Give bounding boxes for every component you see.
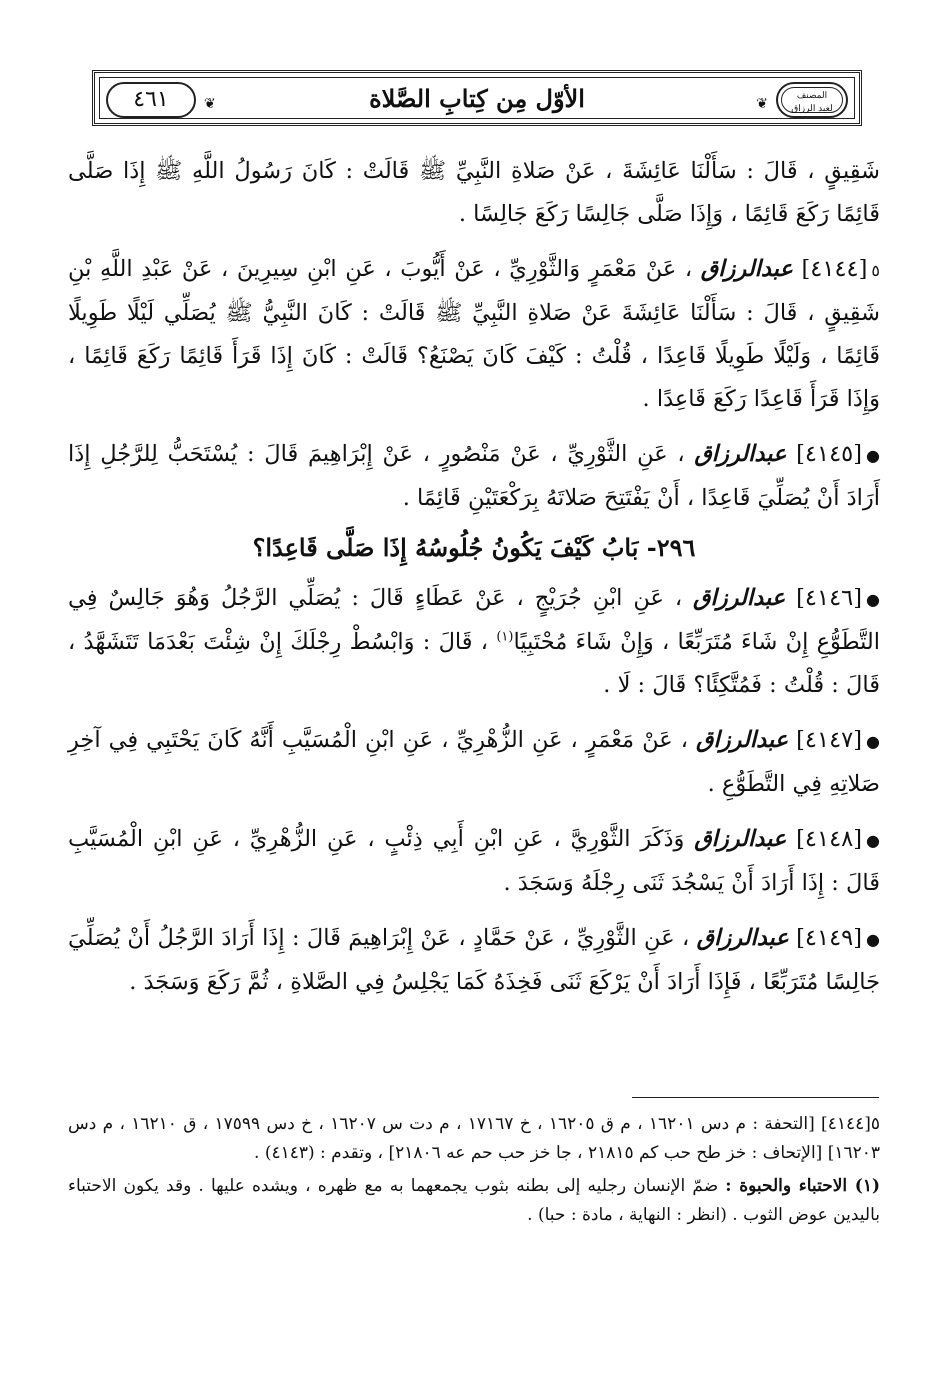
chapter-heading: ٢٩٦- بَابُ كَيْفَ يَكُونُ جُلُوسُهُ إِذَا صَلَّى قَاعِدًا؟ [252, 533, 696, 562]
hadith-number: [٤١٤٤] [801, 256, 868, 282]
hadith-continuation [68, 150, 880, 236]
bullet-marker-icon: ● [866, 831, 880, 850]
hadith-4144 [68, 248, 880, 421]
narrator-name: عبدالرزاق [696, 925, 789, 951]
narrator-name: عبدالرزاق [700, 256, 793, 282]
narrator-name: عبدالرزاق [695, 727, 789, 753]
hadith-number: [٤١٤٦] [796, 585, 863, 611]
hadith-4146 [68, 577, 880, 707]
main-text [68, 150, 880, 1004]
narrator-name: عبدالرزاق [693, 585, 786, 611]
ornament-icon: ❦ [204, 96, 216, 112]
book-logo-text [781, 87, 843, 113]
book-logo-badge [776, 82, 848, 118]
footnote-label: (١) الاحتباء والحبوة : [725, 1176, 881, 1196]
ornament-icon: ❦ [756, 96, 768, 112]
footnote-reference[interactable]: (١) [496, 629, 514, 645]
bullet-marker-icon: ● [866, 590, 880, 609]
hadith-4145 [68, 433, 880, 520]
footnotes [68, 1110, 880, 1234]
hadith-number: [٤١٤٧] [796, 727, 863, 753]
page-number: ٤٦١ [106, 82, 196, 118]
badge-line-2: لعبد الرزاق [791, 104, 833, 114]
footnote-takhrij: ٥[٤١٤٤] [التحفة : م دس ١٦٢٠١ ، م ق ١٦٢٠٥ ، خ ١٧١٦٧ ، م دت س ١٦٢٠٧ ، خ دس ١٧٥٩٩ ، ق ١٦٢١٠ ، م دس ١٦٢٠٣] [الإتحاف : خز طح حب كم ٢١٨١٥ ، جا خز حب حم عه ٢١٨٠٦] ، وتقدم : (٤١٤٣) . [68, 1114, 880, 1163]
hadith-4149 [68, 917, 880, 1004]
bullet-marker-icon: ● [866, 930, 880, 949]
hadith-text: ، عَنْ مَعْمَرٍ وَالثَّوْرِيِّ ، عَنْ أَيُّوبَ ، عَنِ ابْنِ سِيرِينَ ، عَنْ عَبْدِ اللَّهِ بْنِ شَقِيقٍ ، قَالَ : سَأَلْنَا عَائِشَةَ عَنْ صَلاةِ النَّبِيِّ ﷺ قَالَتْ : كَانَ النَّبِيُّ ﷺ يُصَلِّي لَيْلًا طَوِيلًا قَائِمًا ، وَلَيْلًا طَوِيلًا قَاعِدًا ، قُلْتُ : كَيْفَ كَانَ يَصْنَعُ؟ قَالَتْ : كَانَ إِذَا قَرَأَ قَائِمًا رَكَعَ قَائِمًا ، وَإِذَا قَرَأَ قَاعِدًا رَكَعَ قَاعِدًا . [68, 256, 880, 412]
narrator-name: عبدالرزاق [694, 826, 787, 852]
page-header [92, 70, 862, 126]
hadith-number: [٤١٤٩] [796, 925, 863, 951]
hadith-text: ، عَنِ ابْنِ جُرَيْجٍ ، عَنْ عَطَاءٍ قَالَ : يُصَلِّي الرَّجُلُ وَهُوَ جَالِسٌ فِي التَّطَوُّعِ إِنْ شَاءَ مُتَرَبِّعًا ، وَإِنْ شَاءَ مُحْتَبِيًا [68, 585, 881, 655]
hadith-4148 [68, 818, 880, 905]
bullet-marker-icon: ● [866, 446, 881, 465]
hadith-text: ، عَنْ مَعْمَرٍ ، عَنِ الزُّهْرِيِّ ، عَنِ ابْنِ الْمُسَيَّبِ أَنَّهُ كَانَ يَحْتَبِي فِي آخِرِ صَلاتِهِ فِي التَّطَوُّعِ . [68, 727, 880, 797]
footnote-1 [68, 1172, 880, 1230]
running-title: الأوّل مِن كِتابِ الصَّلاة [369, 84, 585, 113]
hollow-marker-icon: ٥ [871, 261, 881, 280]
hadith-text: ، عَنِ الثَّوْرِيِّ ، عَنْ مَنْصُورٍ ، عَنْ إِبْرَاهِيمَ قَالَ : يُسْتَحَبُّ لِلرَّجُلِ إِذَا أَرَادَ أَنْ يُصَلِّيَ قَاعِدًا ، أَنْ يَفْتَتِحَ صَلاتَهُ بِرَكْعَتَيْنِ قَائِمًا . [68, 441, 880, 511]
hadith-number: [٤١٤٨] [796, 826, 863, 852]
hadith-text: ، عَنِ الثَّوْرِيِّ ، عَنْ حَمَّادٍ ، عَنْ إِبْرَاهِيمَ قَالَ : إِذَا أَرَادَ الرَّجُلُ أَنْ يُصَلِّيَ جَالِسًا مُتَرَبِّعًا ، فَإِذَا أَرَادَ أَنْ يَرْكَعَ ثَنَى فَخِذَهُ كَمَا يَجْلِسُ فِي الصَّلاةِ ، ثُمَّ رَكَعَ وَسَجَدَ . [68, 925, 880, 995]
badge-line-1: المصنف [796, 91, 828, 101]
footnote-divider [632, 1097, 879, 1098]
narrator-name: عبدالرزاق [694, 441, 787, 467]
hadith-text: شَقِيقٍ ، قَالَ : سَأَلْنَا عَائِشَةَ ، عَنْ صَلاةِ النَّبِيِّ ﷺ قَالَتْ : كَانَ رَسُولُ اللَّهِ ﷺ إِذَا صَلَّى قَائِمًا رَكَعَ قَائِمًا ، وَإِذَا صَلَّى جَالِسًا رَكَعَ جَالِسًا . [68, 158, 880, 227]
bullet-marker-icon: ● [866, 732, 880, 751]
hadith-4147 [68, 719, 880, 806]
header-frame [99, 77, 855, 119]
hadith-text: ، قَالَ : وَابْسُطْ رِجْلَكَ إِنْ شِئْتَ بَعْدَمَا تَتَشَهَّدُ ، قَالَ : قُلْتُ : فَمُتَّكِئًا؟ قَالَ : لَا . [68, 629, 880, 698]
hadith-text: وَذَكَرَ الثَّوْرِيَّ ، عَنِ ابْنِ أَبِي ذِئْبٍ ، عَنِ الزُّهْرِيِّ ، عَنِ ابْنِ الْمُسَيَّبِ قَالَ : إِذَا أَرَادَ أَنْ يَسْجُدَ ثَنَى رِجْلَهُ وَسَجَدَ . [68, 826, 880, 896]
footnote-text: ضمّ الإنسان رجليه إلى بطنه بثوب يجمعهما به مع ظهره ، ويشده عليها . وقد يكون الاحتباء باليدين عوض الثوب . (انظر : النهاية ، مادة : حبا) . [68, 1176, 880, 1225]
hadith-number: [٤١٤٥] [796, 441, 863, 467]
